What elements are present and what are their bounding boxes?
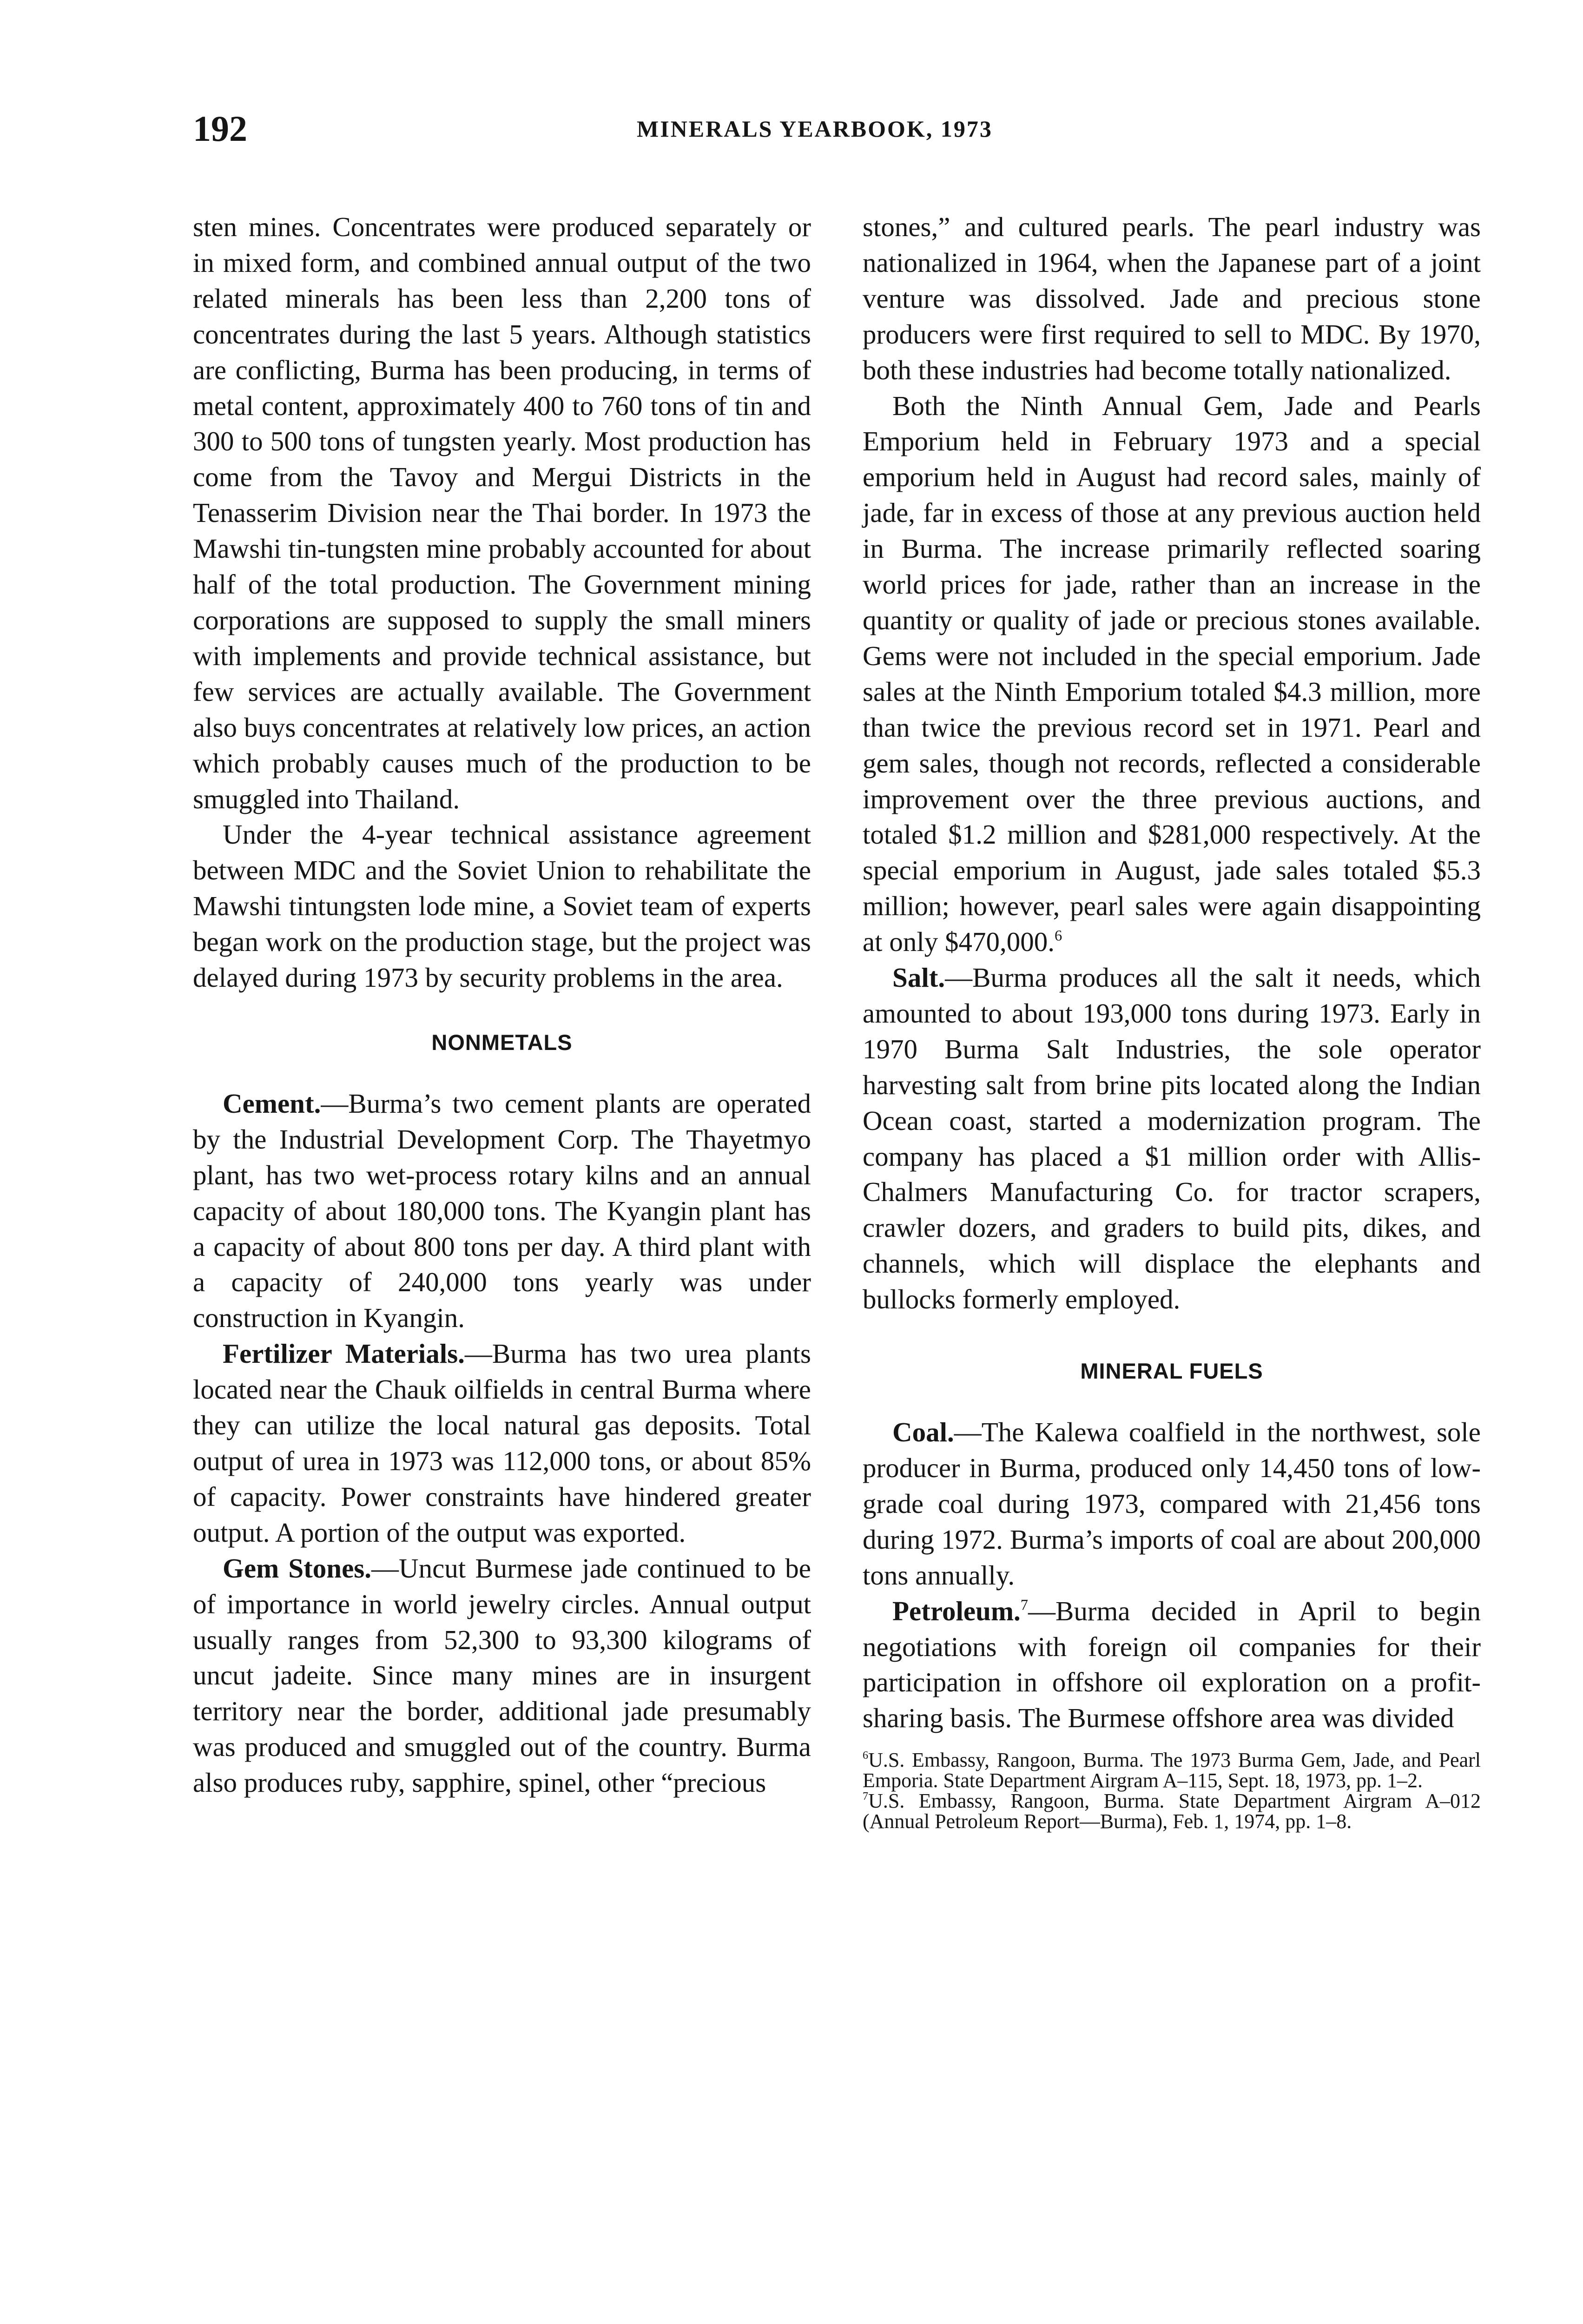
paragraph-salt (863, 960, 1481, 1317)
run-in-heading-coal: Coal. (892, 1417, 954, 1448)
paragraph-tungsten-mines: sten mines. Concentrates were produced separately or in mixed form, and combined annual output of the two related minerals has been less than 2,200 tons of concentrates during the last 5 years. Although statistics are conflicting, Burma has been producing, in terms of metal content, approximately 400 to 760 tons of tin and 300 to 500 tons of tungsten yearly. Most production has come from the Tavoy and Mergui Districts in the Tenasserim Division near the Thai border. In 1973 the Mawshi tin-tungsten mine probably accounted for about half of the total production. The Government mining corporations are supposed to supply the small miners with implements and provide technical assistance, but few services are actually available. The Government also buys concentrates at relatively low prices, an action which probably causes much of the production to be smuggled into Thailand. (193, 211, 811, 814)
gem-stones-text: —Uncut Burmese jade continued to be of importance in world jewelry circles. Annual output usually ranges from 52,300 to 93,300 kilograms of uncut jadeite. Since many mines are in insurgent territory near the border, additional jade presumably was produced and smuggled out of the country. Burma also produces ruby, sapphire, spinel, other “precious (193, 1552, 811, 1798)
section-heading-nonmetals: NONMETALS (431, 1030, 573, 1055)
run-in-heading-cement: Cement. (223, 1088, 321, 1119)
petroleum-text: —Burma decided in April to begin negotiations with foreign oil companies for their participation in offshore oil exploration on a profit-sharing basis. The Burmese offshore area was divided (863, 1595, 1481, 1734)
footnote-ref-7: 7 (1020, 1596, 1029, 1613)
paragraph-emporium (863, 388, 1481, 960)
paragraph-coal (863, 1414, 1481, 1593)
footnote-6-text: U.S. Embassy, Rangoon, Burma. The 1973 Burma Gem, Jade, and Pearl Emporia. State Department Airgram A–115, Sept. 18, 1973, pp. 1–2. (863, 1749, 1481, 1792)
section-heading-mineral-fuels: MINERAL FUELS (1080, 1359, 1263, 1384)
paragraph-cement (193, 1086, 811, 1336)
run-in-heading-gem-stones: Gem Stones. (223, 1552, 372, 1584)
paragraph-gem-stones (193, 1551, 811, 1801)
footnote-ref-6: 6 (1054, 927, 1062, 944)
right-column (863, 209, 1481, 1832)
footnote-7-number: 7 (863, 1790, 869, 1803)
left-column (193, 209, 811, 1801)
run-in-heading-salt: Salt. (892, 962, 945, 993)
footnotes (863, 1750, 1481, 1832)
paragraph-pearls: stones,” and cultured pearls. The pearl industry was nationalized in 1964, when the Japanese part of a joint venture was dissolved. Jade and precious stone producers were first required to sell to MDC. By 1970, both these industries had become totally nationalized. (863, 211, 1481, 385)
emporium-text: Both the Ninth Annual Gem, Jade and Pearls Emporium held in February 1973 and a special emporium held in August had record sales, mainly of jade, far in excess of those at any previous auction held in Burma. The increase primarily reflected soaring world prices for jade, rather than an increase in the quantity or quality of jade or precious stones available. Gems were not included in the special emporium. Jade sales at the Ninth Emporium totaled $4.3 million, more than twice the previous record set in 1971. Pearl and gem sales, though not records, reflected a considerable improvement over the three previous auctions, and totaled $1.2 million and $281,000 respectively. At the special emporium in August, jade sales totaled $5.3 million; however, pearl sales were again disappointing at only $470,000. (863, 390, 1481, 957)
paragraph-fertilizer (193, 1336, 811, 1550)
paragraph-soviet-agreement: Under the 4-year technical assistance agreement between MDC and the Soviet Union to rehabilitate the Mawshi tintungsten lode mine, a Soviet team of experts began work on the production stage, but the project was delayed during 1973 by security problems in the area. (193, 819, 811, 993)
salt-text: —Burma produces all the salt it needs, which amounted to about 193,000 tons during 1973. Early in 1970 Burma Salt Industries, the sole operator harvesting salt from brine pits located along the Indian Ocean coast, started a modernization program. The company has placed a $1 million order with Allis-Chalmers Manufacturing Co. for tractor scrapers, crawler dozers, and graders to build pits, dikes, and channels, which will displace the elephants and bullocks formerly employed. (863, 962, 1481, 1315)
fertilizer-text: —Burma has two urea plants located near the Chauk oilfields in central Burma where they can utilize the local natural gas deposits. Total output of urea in 1973 was 112,000 tons, or about 85% of capacity. Power constraints have hindered greater output. A portion of the output was exported. (193, 1338, 811, 1548)
run-in-heading-fertilizer: Fertilizer Materials. (223, 1338, 465, 1369)
footnote-6 (863, 1750, 1481, 1791)
running-head-title: MINERALS YEARBOOK, 1973 (637, 116, 993, 142)
coal-text: —The Kalewa coalfield in the northwest, sole producer in Burma, produced only 14,450 tons of low-grade coal during 1973, compared with 21,456 tons during 1972. Burma’s imports of coal are about 200,000 tons annually. (863, 1417, 1481, 1591)
run-in-heading-petroleum: Petroleum. (892, 1595, 1021, 1626)
page-number: 192 (193, 108, 247, 149)
footnote-7 (863, 1791, 1481, 1832)
paragraph-petroleum (863, 1593, 1481, 1736)
footnote-7-text: U.S. Embassy, Rangoon, Burma. State Department Airgram A–012 (Annual Petroleum Report—Burma), Feb. 1, 1974, pp. 1–8. (863, 1789, 1481, 1833)
cement-text: —Burma’s two cement plants are operated by the Industrial Development Corp. The Thayetmyo plant, has two wet-process rotary kilns and an annual capacity of about 180,000 tons. The Kyangin plant has a capacity of about 800 tons per day. A third plant with a capacity of 240,000 tons yearly was under construction in Kyangin. (193, 1088, 811, 1334)
footnote-6-number: 6 (863, 1749, 869, 1762)
